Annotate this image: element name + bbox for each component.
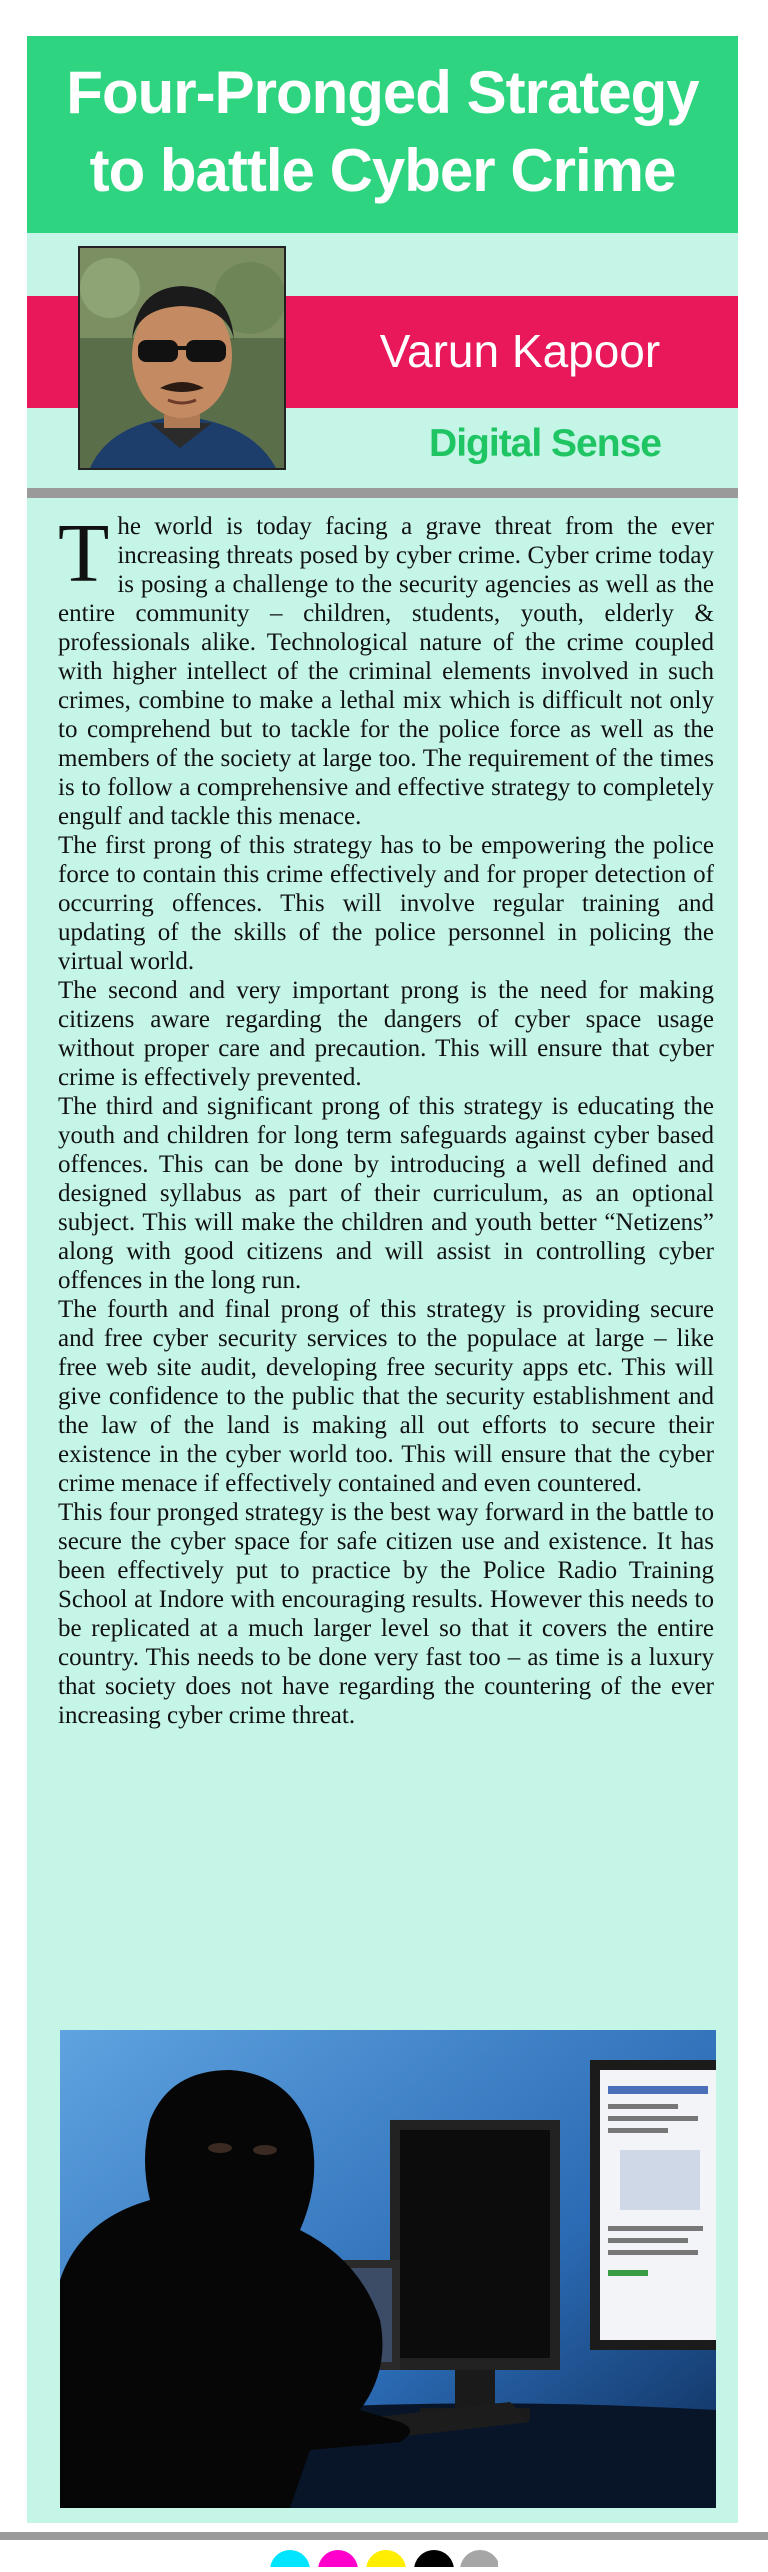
article-body: [58, 507, 714, 1730]
swatch-black: [414, 2550, 454, 2567]
title-line-2: to battle Cyber Crime: [89, 137, 676, 204]
swatch-magenta: [318, 2550, 358, 2567]
article-paragraph: The second and very important prong is the need for making citizens aware regarding the dangers of cyber space usage without proper care and precaution. This will ensure that cyber crime is effectively prevented.: [58, 977, 714, 1091]
swatch-yellow: [366, 2550, 406, 2567]
drop-cap: T: [58, 507, 110, 600]
swatch-cyan: [270, 2550, 310, 2567]
author-portrait-icon: [78, 246, 286, 470]
title-line-1: Four-Pronged Strategy: [66, 59, 699, 126]
article-paragraph: The fourth and final prong of this strategy is providing secure and free cyber security services to the populace at large – like free web site audit, developing free security apps etc. This will give confidence to the public that the security establishment and the law of the land is making all out efforts to secure their existence in the cyber world too. This will ensure that the cyber crime menace if effectively contained and even countered.: [58, 1296, 714, 1497]
article-paragraph: The third and significant prong of this strategy is educating the youth and children for long term safeguards against cyber based offences. This can be done by introducing a well defined and designed syllabus as part of their curriculum, as an optional subject. This will make the children and youth better “Netizens” along with good citizens and will assist in controlling cyber offences in the long run.: [58, 1093, 714, 1294]
article-paragraph: The first prong of this strategy has to be empowering the police force to contain this crime effectively and for proper detection of occurring offences. This will involve regular training and updating of the skills of the police personnel in policing the virtual world.: [58, 832, 714, 975]
article-paragraph: The world is today facing a grave threat from the ever increasing threats posed by cyber crime. Cyber crime today is posing a challenge to the security agencies as well as the entire community – children, students, youth, elderly & professionals alike. Technological nature of the crime coupled with higher intellect of the criminal elements involved in such crimes, combine to make a lethal mix which is difficult not only to comprehend but to tackle for the police force as well as the members of the society at large too. The requirement of the times is to follow a comprehensive and effective strategy to completely engulf and tackle this menace.: [58, 507, 714, 830]
author-name: Varun Kapoor: [379, 325, 661, 377]
headline-banner: [27, 36, 738, 233]
column-name: Digital Sense: [429, 422, 661, 465]
print-color-marks: [268, 2548, 498, 2567]
swatch-gray: [460, 2550, 498, 2567]
hacker-at-computer-icon: [60, 2030, 716, 2508]
divider-bottom: [0, 2532, 768, 2540]
page-title: [27, 54, 738, 210]
article-paragraph: This four pronged strategy is the best way forward in the battle to secure the cyber space for safe citizen use and existence. It has been effectively put to practice by the Police Radio Training School at Indore with encouraging results. However this needs to be replicated at a much larger level so that it covers the entire country. This needs to be done very fast too – as time is a luxury that society does not have regarding the countering of the ever increasing cyber crime threat.: [58, 1499, 714, 1729]
divider-top: [27, 488, 738, 498]
